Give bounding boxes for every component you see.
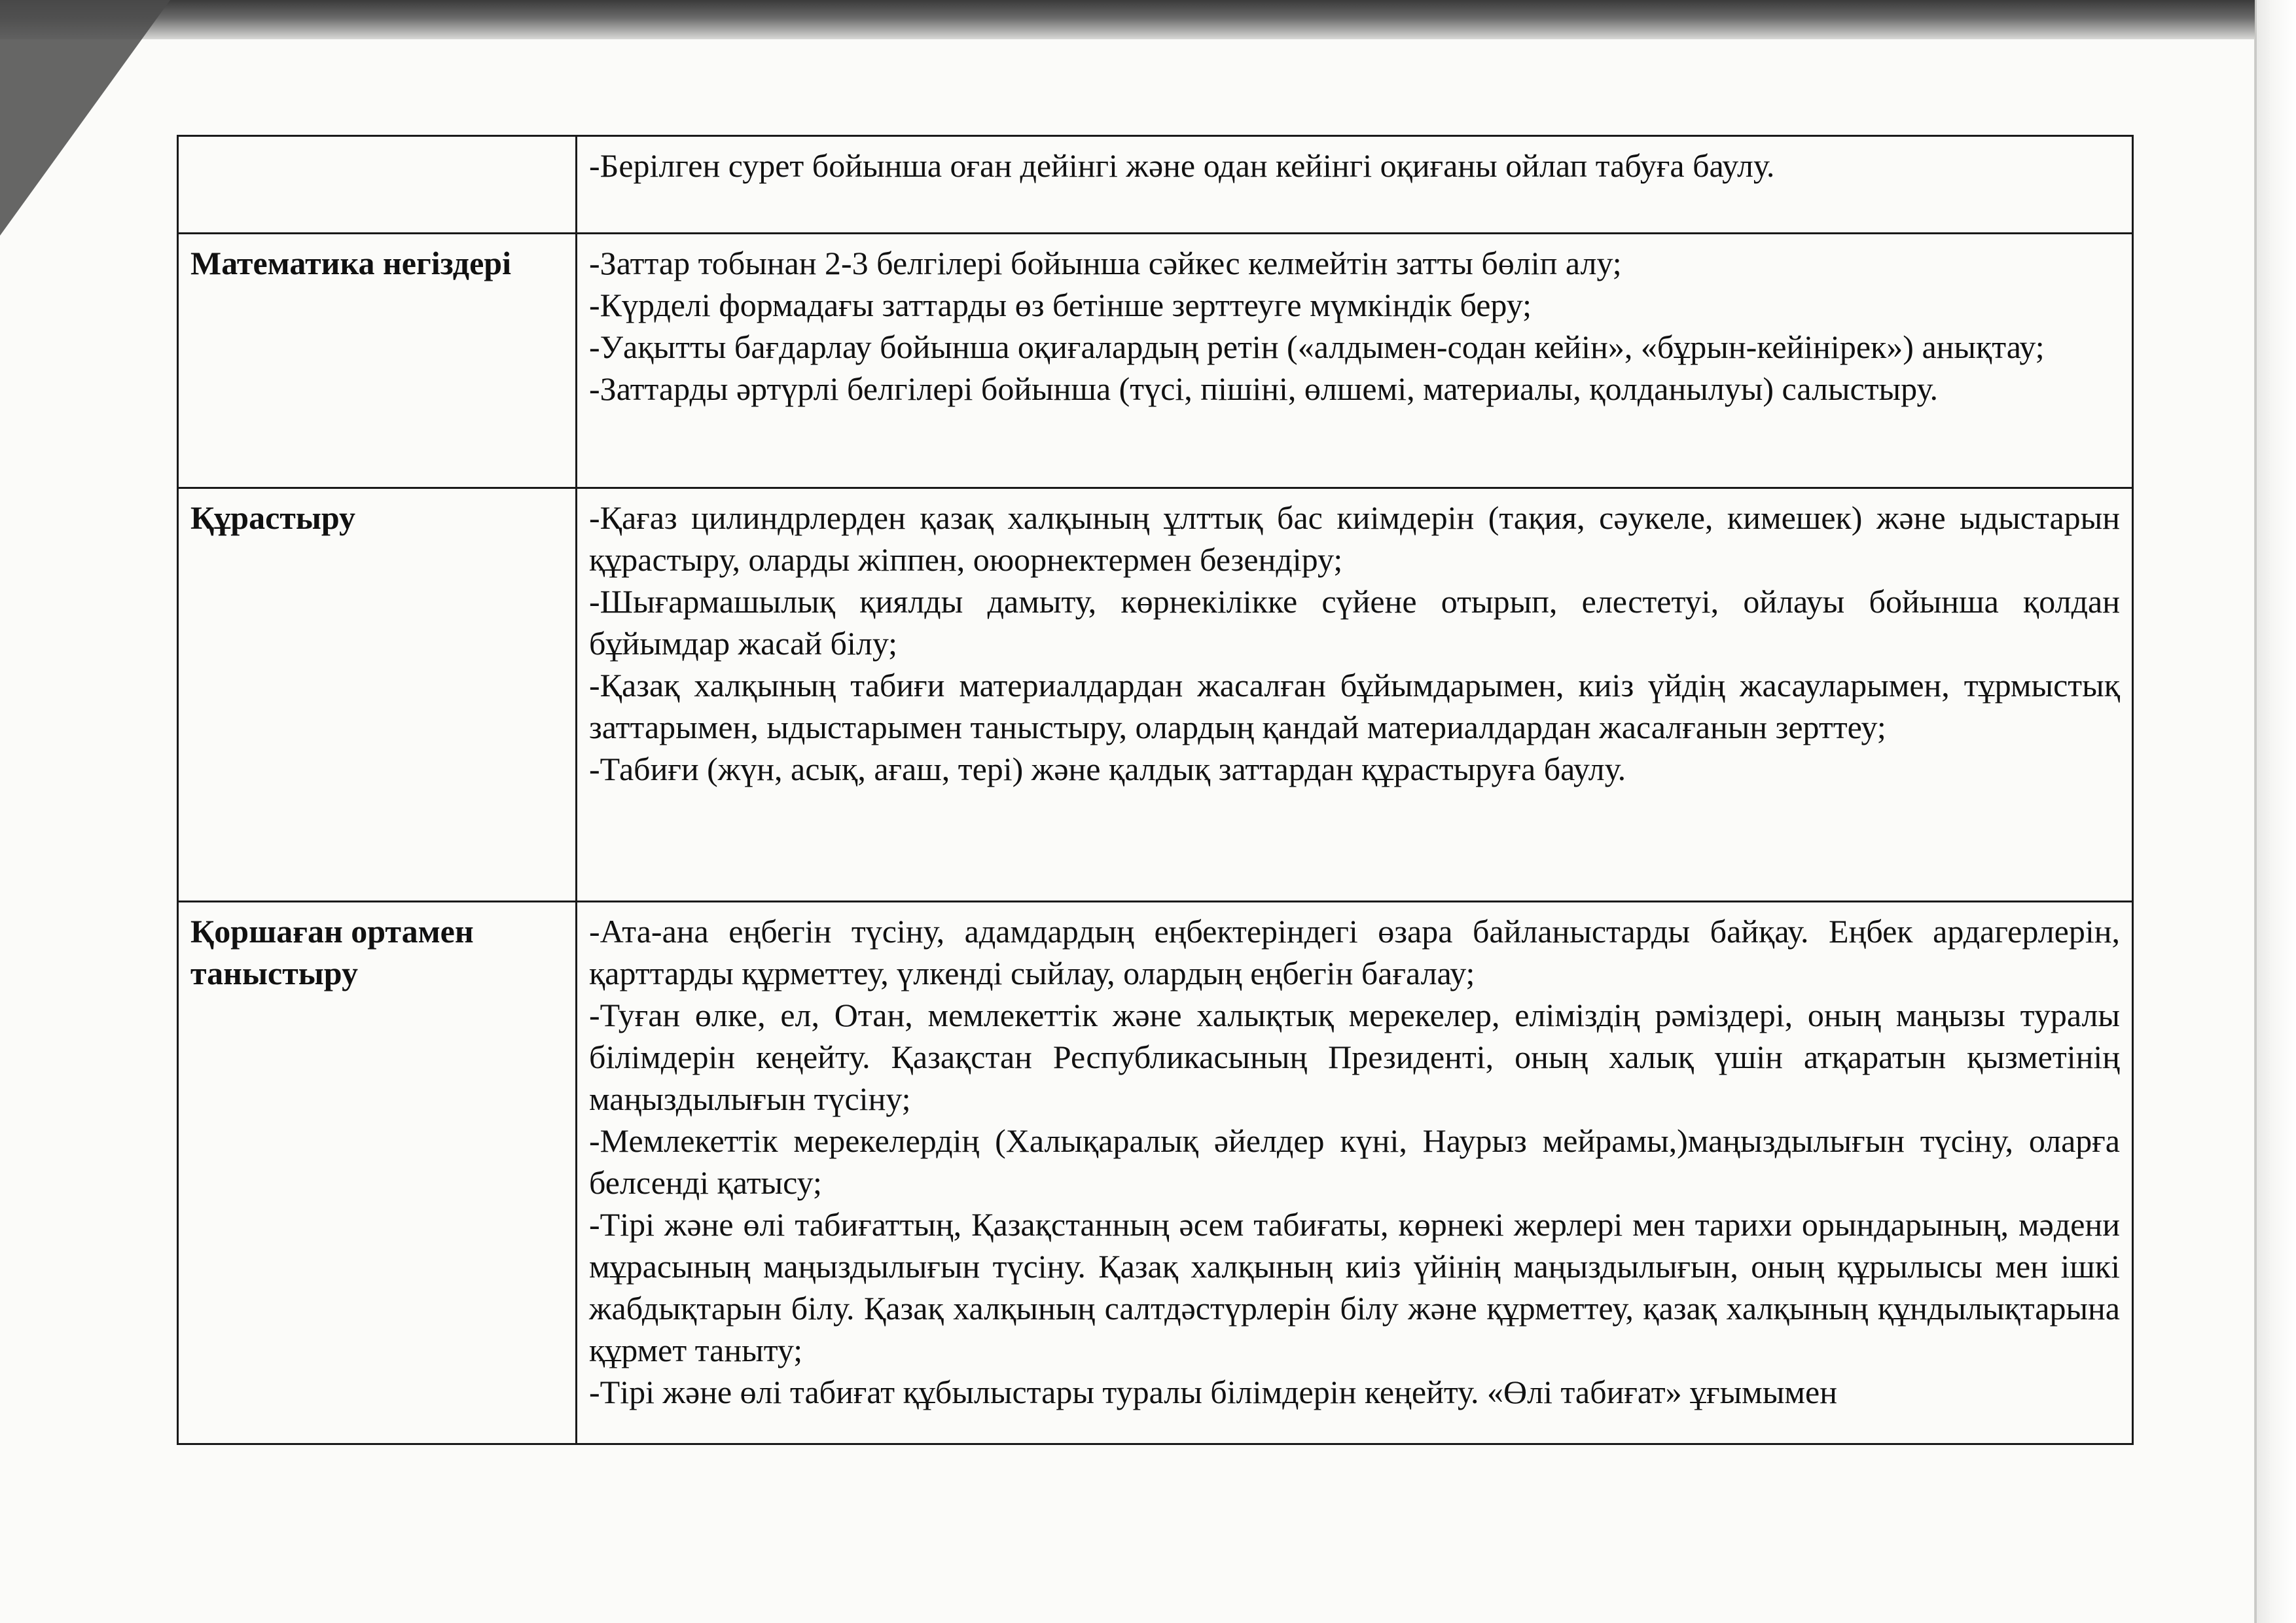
content-line: -Берілген сурет бойынша оған дейінгі және одан кейінгі оқиғаны ойлап табуға баулу. (589, 147, 1775, 184)
content-cell (577, 136, 2133, 234)
subject-cell (178, 902, 577, 1444)
content-line: -Заттар тобынан 2-3 белгілері бойынша сәйкес келмейтін затты бөліп алу; (589, 245, 1622, 281)
curriculum-table (177, 135, 2134, 1445)
content-line: -Шығармашылық қиялды дамыту, көрнекілікке сүйене отырып, елестетуі, ойлауы бойынша қолдан бұйымдар жасай білу; (589, 583, 2120, 662)
content-cell (577, 234, 2133, 488)
content-line: -Ата-ана еңбегін түсіну, адамдардың еңбектеріндегі өзара байланыстарды байқау. Еңбек ардагерлерін, қарттарды құрметтеу, үлкенді сыйлау, олардың еңбегін бағалау; (589, 913, 2120, 991)
table-row (178, 234, 2133, 488)
subject-cell (178, 234, 577, 488)
subject-label: Математика негіздері (190, 245, 511, 281)
content-cell (577, 902, 2133, 1444)
content-line: -Заттарды әртүрлі белгілері бойынша (түсі, пішіні, өлшемі, материалы, қолданылуы) салыстыру. (589, 370, 1938, 407)
content-line: -Күрделі формадағы заттарды өз бетінше зерттеуге мүмкіндік беру; (589, 287, 1532, 323)
scan-corner-shadow (0, 0, 170, 236)
subject-label: Қоршаған ортамен таныстыру (190, 913, 474, 991)
table-row (178, 488, 2133, 902)
scan-top-shadow (0, 0, 2296, 39)
subject-cell (178, 136, 577, 234)
content-line: -Туған өлке, ел, Отан, мемлекеттік және халықтық мерекелер, еліміздің рәміздері, оның маңызы туралы білімдерін кеңейту. Қазақстан Республикасының Президенті, оның халық үшін атқаратын қызметінің маңыздылығын түсіну; (589, 997, 2120, 1117)
content-cell (577, 488, 2133, 902)
content-line: -Тірі және өлі табиғат құбылыстары туралы білімдерін кеңейту. «Өлі табиғат» ұғымымен (589, 1374, 1838, 1410)
content-line: -Қағаз цилиндрлерден қазақ халқының ұлттық бас киімдерін (тақия, сәукеле, кимешек) және ыдыстарын құрастыру, оларды жіппен, оюорнектермен безендіру; (589, 499, 2120, 578)
scan-right-edge (2255, 0, 2296, 1623)
subject-label: Құрастыру (190, 499, 356, 536)
content-line: -Табиғи (жүн, асық, ағаш, тері) және қалдық заттардан құрастыруға баулу. (589, 751, 1626, 787)
subject-cell (178, 488, 577, 902)
content-line: -Қазақ халқының табиғи материалдардан жасалған бұйымдарымен, киіз үйдің жасауларымен, тұрмыстық заттарымен, ыдыстарымен таныстыру, олардың қандай материалдардан жасалғанын зерттеу; (589, 667, 2120, 745)
table-row (178, 136, 2133, 234)
content-line: -Уақытты бағдарлау бойынша оқиғалардың ретін («алдымен-содан кейін», «бұрын-кейінірек») анықтау; (589, 329, 2045, 365)
table-row (178, 902, 2133, 1444)
content-line: -Тірі және өлі табиғаттың, Қазақстанның әсем табиғаты, көрнекі жерлері мен тарихи орындарының, мәдени мұрасының маңыздылығын түсіну. Қазақ халқының киіз үйінің маңыздылығын, оның құрылысы мен ішкі жабдықтарын білу. Қазақ халқының салтдәстүрлерін білу және құрметтеу, қазақ халқының құндылықтарына құрмет таныту; (589, 1206, 2120, 1368)
content-line: -Мемлекеттік мерекелердің (Халықаралық әйелдер күні, Наурыз мейрамы,)маңыздылығын түсіну, оларға белсенді қатысу; (589, 1122, 2120, 1201)
